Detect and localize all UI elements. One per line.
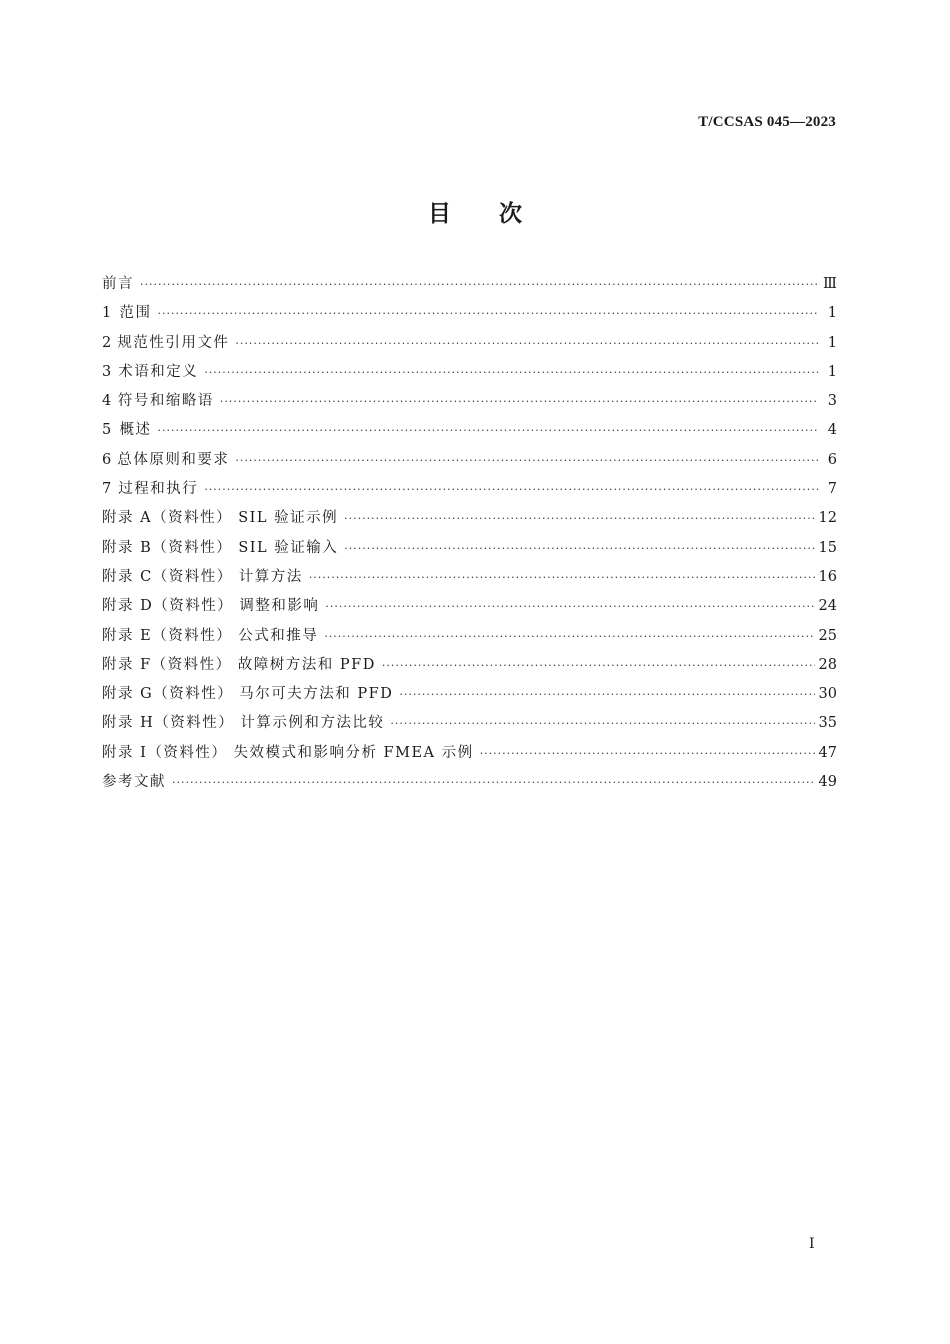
toc-entry-page: 6	[827, 451, 837, 468]
toc-leader-dots	[204, 480, 819, 500]
toc-leader-dots	[344, 509, 814, 529]
toc-entry-6[interactable]	[102, 450, 837, 479]
toc-entry-appendix-b[interactable]	[102, 538, 837, 567]
toc-leader-dots	[172, 773, 815, 793]
toc-leader-dots	[220, 392, 819, 412]
toc-entry-page: 28	[818, 656, 837, 673]
toc-entry-page: 1	[827, 334, 837, 351]
toc-entry-page: 7	[827, 481, 837, 498]
toc-entry-3[interactable]	[102, 362, 837, 391]
toc-entry-number: 2	[102, 334, 112, 351]
toc-entry-7[interactable]	[102, 479, 837, 508]
toc-entry-appendix-h[interactable]	[102, 713, 837, 742]
toc-entry-label: 规范性引用文件	[117, 334, 230, 351]
toc-entry-page: 15	[818, 539, 837, 556]
toc-leader-dots	[235, 334, 819, 354]
toc-entry-label: 范围	[119, 305, 152, 322]
toc-entry-label: 附录 C（资料性） 计算方法	[102, 568, 303, 585]
toc-leader-dots	[480, 744, 815, 764]
toc-entry-label: 概述	[119, 422, 152, 439]
toc-entry-5[interactable]	[102, 420, 837, 449]
toc-leader-dots	[157, 304, 819, 324]
toc-leader-dots	[235, 451, 819, 471]
toc-entry-appendix-f[interactable]	[102, 655, 837, 684]
toc-leader-dots	[399, 685, 814, 705]
toc-entry-page: 25	[818, 627, 837, 644]
toc-entry-page: 1	[827, 305, 837, 322]
toc-entry-appendix-c[interactable]	[102, 567, 837, 596]
toc-entry-appendix-a[interactable]	[102, 508, 837, 537]
toc-entry-label: 附录 G（资料性） 马尔可夫方法和 PFD	[102, 686, 394, 703]
toc-entry-label: 附录 H（资料性） 计算示例和方法比较	[102, 715, 385, 732]
toc-leader-dots	[204, 363, 819, 383]
toc-entry-label: 符号和缩略语	[117, 393, 214, 410]
toc-entry-page: 35	[818, 715, 837, 732]
toc-entry-appendix-e[interactable]	[102, 626, 837, 655]
toc-leader-dots	[309, 568, 815, 588]
toc-entry-label: 附录 B（资料性） SIL 验证输入	[102, 539, 339, 556]
toc-entry-appendix-d[interactable]	[102, 596, 837, 625]
toc-entry-label: 附录 F（资料性） 故障树方法和 PFD	[102, 656, 376, 673]
toc-entry-appendix-i[interactable]	[102, 743, 837, 772]
page-number: I	[809, 1236, 815, 1252]
toc-entry-number: 6	[102, 451, 112, 468]
toc-entry-page: 12	[818, 510, 837, 527]
toc-entry-references[interactable]	[102, 772, 837, 801]
toc-entry-foreword[interactable]	[102, 274, 837, 303]
toc-entry-label: 参考文献	[102, 774, 166, 791]
toc-entry-page: 16	[818, 568, 837, 585]
toc-entry-page: 49	[818, 774, 837, 791]
toc-entry-page: 24	[818, 598, 837, 615]
toc-entry-page: 47	[818, 744, 837, 761]
toc-entry-label: 附录 A（资料性） SIL 验证示例	[102, 510, 339, 527]
toc-entry-2[interactable]	[102, 333, 837, 362]
toc-entry-label: 附录 I（资料性） 失效模式和影响分析 FMEA 示例	[102, 744, 474, 761]
toc-entry-number: 1	[102, 305, 112, 322]
toc-entry-number: 3	[102, 363, 112, 380]
toc-entry-page: 1	[827, 363, 837, 380]
toc-entry-4[interactable]	[102, 391, 837, 420]
toc-leader-dots	[390, 714, 814, 734]
toc-leader-dots	[140, 275, 819, 295]
toc-entry-number: 4	[102, 393, 112, 410]
table-of-contents	[102, 274, 837, 801]
toc-entry-page: 30	[818, 686, 837, 703]
toc-entry-label: 前言	[102, 276, 134, 292]
toc-entry-appendix-g[interactable]	[102, 684, 837, 713]
toc-entry-label: 附录 E（资料性） 公式和推导	[102, 627, 319, 644]
toc-title: 目次	[428, 201, 570, 227]
toc-entry-page: 4	[827, 422, 837, 439]
toc-entry-page: 3	[827, 393, 837, 410]
toc-entry-label: 过程和执行	[118, 481, 199, 498]
toc-entry-number: 5	[102, 422, 112, 439]
toc-entry-page: Ⅲ	[823, 276, 837, 292]
document-code: T/CCSAS 045—2023	[698, 114, 836, 130]
toc-entry-label: 总体原则和要求	[117, 451, 230, 468]
toc-entry-label: 附录 D（资料性） 调整和影响	[102, 598, 320, 615]
toc-leader-dots	[344, 539, 814, 559]
toc-leader-dots	[157, 421, 819, 441]
toc-leader-dots	[325, 597, 814, 617]
toc-entry-label: 术语和定义	[118, 363, 199, 380]
toc-leader-dots	[382, 656, 815, 676]
toc-entry-1[interactable]	[102, 303, 837, 332]
toc-entry-number: 7	[102, 481, 112, 498]
toc-leader-dots	[324, 627, 814, 647]
